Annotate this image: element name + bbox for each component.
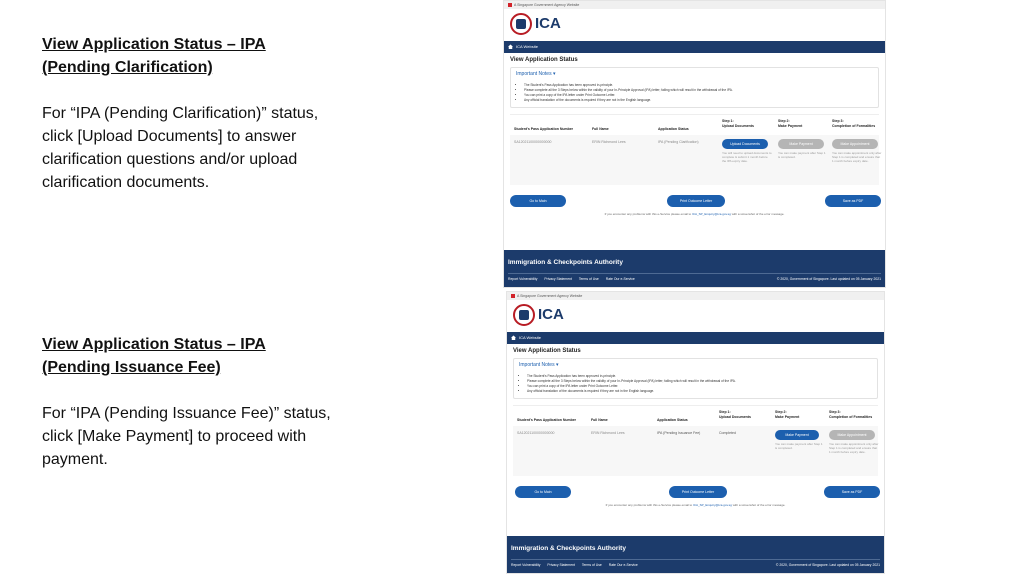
home-icon[interactable] [511,335,516,340]
step-label: Completion of Formalities [829,415,873,419]
step-label: Upload Documents [722,124,754,128]
list-item: • Any official translation of the documents is required if they are not in the English language. [527,389,872,394]
disclaimer-text: If you encounter any problems with this e-Service please email to [605,503,693,507]
make-appointment-button[interactable]: Make Appointment [829,430,875,440]
disclaimer-tail: with a screenshot of the error message. [731,212,785,216]
list-item: • The Student's Pass Application has been approved in-principle. [527,374,872,379]
app-status: IPA (Pending Clarification) [658,140,699,144]
terms-of-use-link[interactable]: Terms of Use [581,563,602,567]
logo[interactable]: ICA [535,15,561,32]
privacy-statement-link[interactable]: Privacy Statement [544,277,572,281]
important-notes [510,67,879,108]
nav-bar [507,332,884,344]
report-vulnerability-link[interactable]: Report Vulnerability [508,277,538,281]
note-body: For “IPA (Pending Issuance Fee)” status, click [Make Payment] to proceed with payment. [42,405,331,468]
action-bar [513,481,878,501]
important-notes-toggle[interactable]: Important Notes ▾ [519,362,559,368]
note-heading [42,33,342,79]
footer-links [504,274,885,284]
important-notes-toggle[interactable]: Important Notes ▾ [516,71,556,77]
disclaimer [510,212,879,216]
ica-crest-icon [510,13,532,35]
full-name: ERIN Richmond Lees [591,431,625,435]
list-item: • Please complete all the 3 Steps below within the validity of your In-Principle Approval (IPA) letter; failing which will result in the withdrawal of the IPA. [524,88,873,93]
step-number: Step 1: [722,119,734,123]
step-number: Step 3: [832,119,844,123]
note-heading [42,333,342,379]
disclaimer-text: If you encounter any problems with this e-Service please email to [604,212,692,216]
step1-status: Completed [719,431,736,435]
singapore-flag-icon [508,3,512,7]
header-step2 [775,410,799,420]
header-step2 [778,119,802,129]
disclaimer [513,503,878,507]
step-label: Make Payment [778,124,803,128]
note-heading-line1: View Application Status – IPA [42,336,266,353]
gov-banner [504,1,885,9]
step3-hint: You can make appointment only after Step 1 is completed and ensure that 1 month before expiry date. [829,442,879,455]
step-number: Step 2: [778,119,790,123]
status-table [510,114,882,190]
rate-eservice-link[interactable]: Rate Our e-Service [608,563,638,567]
report-vulnerability-link[interactable]: Report Vulnerability [511,563,541,567]
nav-item-ica-website[interactable]: ICA Website [519,335,541,340]
copyright: © 2020, Government of Singapore. Last updated on 05 January 2021 [775,563,880,567]
support-email-link[interactable]: ICA_SP_Enquiry@ica.gov.sg [693,503,732,507]
step-label: Completion of Formalities [832,124,876,128]
footer-title: Immigration & Checkpoints Authority [508,259,623,266]
header-full-name: Full Name [591,418,608,422]
ica-crest-icon [513,304,535,326]
header-app-number: Student's Pass Application Number [517,418,577,422]
header-full-name: Full Name [592,127,609,131]
note-heading-line2: (Pending Issuance Fee) [42,359,221,376]
terms-of-use-link[interactable]: Terms of Use [578,277,599,281]
app-number: SA12021100000000000 [514,140,552,144]
important-notes [513,358,878,399]
header-step3 [829,410,872,420]
list-item: • Any official translation of the documents is required if they are not in the English language. [524,98,873,103]
step3-hint: You can make appointment only after Step 1 is completed and ensure that 1 month before expiry date. [832,151,882,164]
step-label: Make Payment [775,415,800,419]
header-app-number: Student's Pass Application Number [514,127,574,131]
header-step1 [719,410,751,420]
footer-title: Immigration & Checkpoints Authority [511,545,626,552]
header-step1 [722,119,754,129]
home-icon[interactable] [508,44,513,49]
header-app-status: Application Status [657,418,688,422]
list-item: • You can print a copy of the IPA letter under Print Outcome Letter. [524,93,873,98]
step-number: Step 3: [829,410,841,414]
support-email-link[interactable]: ICA_SP_Enquiry@ica.gov.sg [692,212,731,216]
page-title: View Application Status [513,348,581,354]
screenshot-pending-clarification [503,0,886,288]
page-title: View Application Status [510,57,578,63]
footer [504,250,885,287]
app-number: SA12021100000000000 [517,431,555,435]
nav-item-ica-website[interactable]: ICA Website [516,44,538,49]
step-number: Step 1: [719,410,731,414]
go-to-main-button[interactable]: Go to Main [510,195,566,207]
note-heading-line1: View Application Status – IPA [42,36,266,53]
save-as-pdf-button[interactable]: Save as PDF [825,195,881,207]
list-item: • The Student's Pass Application has been approved in-principle. [524,83,873,88]
list-item: • Please complete all the 3 Steps below within the validity of your In-Principle Approval (IPA) letter; failing which will result in the withdrawal of the IPA. [527,379,872,384]
rate-eservice-link[interactable]: Rate Our e-Service [605,277,635,281]
copyright: © 2020, Government of Singapore. Last updated on 05 January 2021 [776,277,881,281]
footer-links [507,560,884,570]
disclaimer-tail: with a screenshot of the error message. [732,503,786,507]
print-outcome-letter-button[interactable]: Print Outcome Letter [667,195,725,207]
action-bar [510,190,879,210]
singapore-flag-icon [511,294,515,298]
step2-hint: You can make payment after Step 1 is completed. [778,151,826,160]
gov-banner [507,292,884,300]
status-table [513,405,878,481]
note-heading-line2: (Pending Clarification) [42,59,213,76]
notes-list [516,83,873,103]
list-item: • You can print a copy of the IPA letter under Print Outcome Letter. [527,384,872,389]
nav-bar [504,41,885,53]
header-app-status: Application Status [658,127,689,131]
save-as-pdf-button[interactable]: Save as PDF [824,486,880,498]
note-pending-issuance-fee [42,333,342,471]
screenshot-pending-issuance-fee [506,291,885,574]
notes-list [519,374,872,394]
make-appointment-button[interactable]: Make Appointment [832,139,878,149]
gov-banner-text: A Singapore Government Agency Website [514,3,580,7]
header-step3 [832,119,875,129]
full-name: ERIN Richmond Lees [592,140,626,144]
note-pending-clarification [42,33,342,194]
step-label: Upload Documents [719,415,751,419]
print-outcome-letter-button[interactable]: Print Outcome Letter [669,486,727,498]
make-payment-button[interactable]: Make Payment [778,139,824,149]
note-body: For “IPA (Pending Clarification)” status, click [Upload Documents] to answer clarification questions and/or upload clarification documents. [42,105,319,191]
header [504,9,885,41]
step-number: Step 2: [775,410,787,414]
logo[interactable]: ICA [538,306,564,323]
main [504,53,885,220]
make-payment-button[interactable]: Make Payment [775,430,819,440]
go-to-main-button[interactable]: Go to Main [515,486,571,498]
upload-documents-button[interactable]: Upload Documents [722,139,768,149]
step2-hint: You can make payment after Step 1 is completed. [775,442,823,451]
privacy-statement-link[interactable]: Privacy Statement [547,563,575,567]
step1-hint: You will need to upload documents to complete & submit 1 month before the IPA expiry date. [722,151,772,164]
main [507,344,884,511]
app-status: IPA (Pending Issuance Fee) [657,431,701,435]
header [507,300,884,332]
footer [507,536,884,573]
gov-banner-text: A Singapore Government Agency Website [517,294,583,298]
